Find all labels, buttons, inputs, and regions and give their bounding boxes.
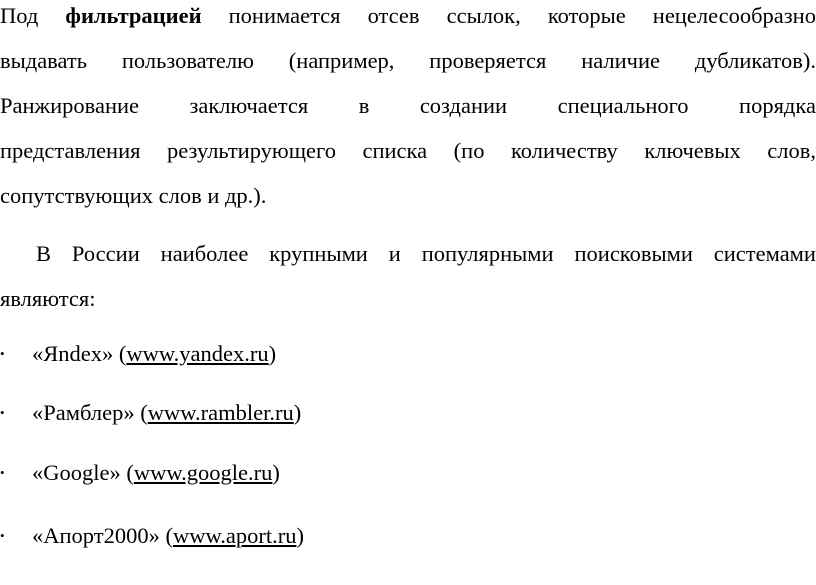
word: В — [36, 241, 52, 266]
word: и — [388, 241, 401, 266]
word: системами — [713, 241, 816, 266]
word: создании — [419, 93, 508, 118]
word: выдавать — [0, 48, 88, 73]
paren-close: ) — [272, 460, 280, 485]
bullet-icon: • — [0, 465, 5, 480]
engine-name: «Google» — [32, 460, 121, 485]
word: проверяется — [429, 48, 547, 73]
paren-close: ) — [268, 341, 277, 366]
paragraph1-line4 — [0, 130, 816, 172]
word: заключается — [189, 93, 309, 118]
engine-link[interactable]: www.yandex.ru — [126, 341, 269, 366]
word: количеству — [510, 138, 618, 163]
paragraph1-line3 — [0, 85, 816, 127]
word: России — [71, 241, 140, 266]
paragraph2-line2: являются: — [0, 286, 96, 311]
engine-name: «Рамблер» — [32, 400, 135, 425]
bullet-icon: • — [0, 346, 5, 361]
word: наиболее — [160, 241, 249, 266]
paren-close: ) — [293, 400, 302, 425]
word: специального — [557, 93, 689, 118]
bullet-icon: • — [0, 405, 5, 420]
paragraph1-line2 — [0, 40, 816, 82]
word: (например, — [288, 48, 395, 73]
word: (по — [453, 138, 485, 163]
word: ссылок, — [446, 3, 521, 28]
word: представления — [0, 138, 141, 163]
engine-link[interactable]: www.google.ru — [133, 460, 273, 485]
word: поисковыми — [574, 241, 693, 266]
bullet-icon: • — [0, 528, 5, 543]
word: в — [358, 93, 370, 118]
paren-open: ( — [113, 341, 127, 366]
word: нецелесообразно — [652, 3, 816, 28]
paragraph2-line1 — [0, 233, 816, 275]
word: крупными — [269, 241, 368, 266]
word: наличие — [581, 48, 661, 73]
paren-open: ( — [159, 523, 173, 548]
word: порядка — [739, 93, 816, 118]
paren-close: ) — [296, 523, 304, 548]
word: которые — [547, 3, 626, 28]
word: популярными — [421, 241, 554, 266]
word: ключевых — [644, 138, 741, 163]
word: дубликатов). — [694, 48, 816, 73]
engine-name: «Апорт2000» — [32, 523, 160, 548]
paren-open: ( — [134, 400, 148, 425]
paragraph1-line1 — [0, 0, 816, 37]
word: понимается — [228, 3, 341, 28]
paren-open: ( — [120, 460, 134, 485]
paragraph1-line5: сопутствующих слов и др.). — [0, 183, 267, 208]
word: отсев — [367, 3, 420, 28]
word: результирующего — [167, 138, 336, 163]
word: списка — [362, 138, 428, 163]
engine-name: «Яndex» — [32, 341, 114, 366]
engine-link[interactable]: www.rambler.ru — [147, 400, 294, 425]
engine-link[interactable]: www.aport.ru — [172, 523, 297, 548]
bold-term: фильтрацией — [65, 3, 202, 28]
word: Под — [0, 3, 39, 28]
word: Ранжирование — [0, 93, 140, 118]
word: пользователю — [121, 48, 254, 73]
word: слов, — [767, 138, 816, 163]
